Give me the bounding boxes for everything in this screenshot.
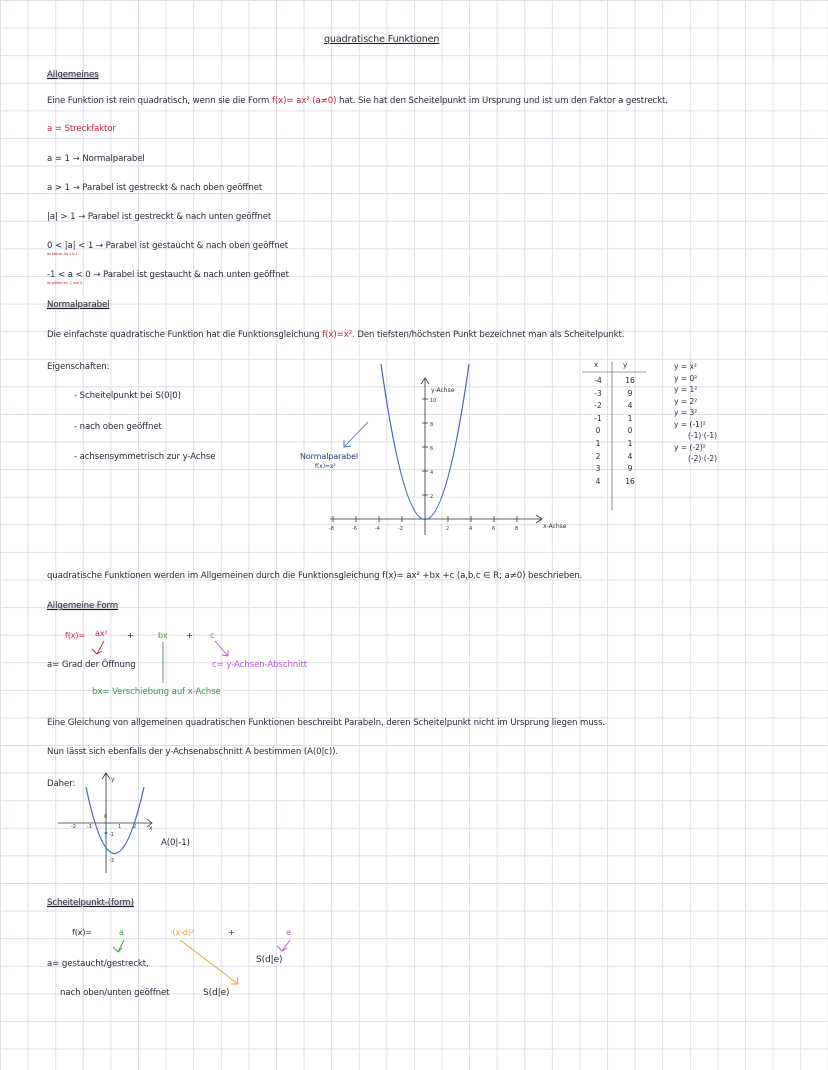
intro-line: Eine Funktion ist rein quadratisch, wenn sie die Form f(x)= ax² (a≠0) hat. Sie hat den Scheitelpunkt im Ursprung und ist um den Faktor a gestreckt. — [47, 96, 668, 106]
y-tick-label-8: 8 — [430, 422, 434, 428]
table-cell: 1 — [595, 438, 601, 448]
x-tick-label-2: 2 — [446, 526, 450, 532]
rule-4: 0 < |a| < 1 → Parabel ist gestaucht & nach oben geöffnet — [47, 241, 289, 251]
prop-2: - nach oben geöffnet — [74, 422, 162, 432]
table-cell: -1 — [594, 413, 602, 423]
x-tick-label-4: 4 — [469, 526, 473, 532]
form-c: c — [210, 631, 215, 640]
sp-f: f(x)= — [72, 928, 92, 937]
form-bx: bx — [158, 631, 168, 640]
calc-line: y = 2² — [674, 396, 698, 406]
sp-point-1: S(d|e) — [256, 955, 283, 965]
example-tick: -1 — [87, 824, 92, 830]
x-tick-label-m2: -2 — [398, 526, 403, 532]
heading-scheitelpunktform: Scheitelpunkt-(form) — [47, 898, 134, 908]
table-cell: -4 — [594, 376, 602, 385]
factor-label: a = Streckfaktor — [47, 124, 116, 134]
y-tick-label-10: 10 — [430, 398, 437, 404]
form-ax2: ax² — [95, 629, 108, 638]
calc-line: (-2)·(-2) — [688, 454, 718, 463]
heading-allgemeine-form: Allgemeine Form — [47, 601, 119, 611]
c-label: c= y-Achsen-Abschnitt — [212, 660, 307, 670]
table-cell: 1 — [627, 438, 633, 448]
example-point: A(0|-1) — [161, 838, 190, 848]
table-cell: 0 — [627, 426, 633, 436]
props-label: Eigenschaften: — [47, 362, 110, 372]
example-label: Daher: — [47, 779, 76, 789]
y-tick-label-4: 4 — [430, 470, 434, 476]
heading-allgemeines: Allgemeines — [47, 70, 99, 80]
table-cell: -2 — [594, 401, 602, 411]
calc-line: y = 3² — [674, 408, 698, 417]
form-plus-2: + — [186, 631, 193, 640]
calc-line: y = (-2)² — [674, 442, 706, 452]
example-tick: -3 — [109, 858, 114, 864]
rule-4-note: ist kleiner als 1 & 1 — [47, 252, 78, 256]
rule-5: -1 < a < 0 → Parabel ist gestaucht & nach unten geöffnet — [47, 270, 289, 280]
rule-3: |a| > 1 → Parabel ist gestreckt & nach unten geöffnet — [47, 212, 272, 222]
table-cell: 4 — [627, 451, 633, 461]
table-cell: 9 — [627, 464, 633, 474]
example-x-label: x — [149, 825, 153, 832]
calc-line: y = 0² — [674, 373, 698, 383]
sp-point-2: S(d|e) — [203, 988, 230, 998]
x-tick-label-m6: -6 — [352, 526, 357, 532]
y-tick-label-2: 2 — [430, 494, 434, 500]
x-tick-label-6: 6 — [492, 526, 496, 532]
x-tick-label-8: 8 — [515, 526, 519, 532]
graph-label: Normalparabel — [300, 452, 359, 461]
table-cell: 0 — [595, 426, 601, 436]
prop-1: - Scheitelpunkt bei S(0|0) — [74, 391, 181, 401]
x-tick-label-m4: -4 — [375, 526, 380, 532]
rule-1: a = 1 → Normalparabel — [47, 154, 145, 164]
graph-formula: f(x)=x² — [315, 463, 336, 470]
example-tick: 2 — [133, 824, 137, 830]
calc-line: (-1)·(-1) — [688, 431, 718, 440]
example-tick: 0 — [104, 814, 108, 820]
rule-2: a > 1 → Parabel ist gestreckt & nach oben geöffnet — [47, 183, 263, 193]
sp-plus: + — [228, 928, 235, 937]
b-label: bx= Verschiebung auf x-Achse — [92, 687, 221, 697]
intro-formula: f(x)= ax² (a≠0) — [271, 96, 337, 106]
sp-mid: ·(x-d)² — [170, 928, 194, 937]
example-tick: -2 — [71, 824, 76, 830]
general-para-1: Eine Gleichung von allgemeinen quadratischen Funktionen beschreibt Parabeln, deren Scheitelpunkt nicht im Ursprung liegen muss. — [47, 718, 606, 728]
sp-a: a — [119, 928, 124, 937]
heading-normalparabel: Normalparabel — [47, 300, 110, 310]
form-plus-1: + — [127, 631, 134, 640]
table-cell: 9 — [627, 388, 633, 398]
sp-e: e — [286, 928, 291, 937]
sp-a-label-2: nach oben/unten geöffnet — [60, 988, 170, 998]
table-cell: 2 — [595, 451, 601, 461]
rule-5-note: ist größer als -1 und 0 — [47, 281, 83, 285]
table-cell: 3 — [595, 464, 601, 474]
y-axis-label: y-Achse — [431, 387, 455, 394]
table-cell: -3 — [594, 388, 602, 398]
general-para-2: Nun lässt sich ebenfalls der y-Achsenabschnitt A bestimmen (A(0|c)). — [47, 747, 339, 757]
general-form-intro: quadratische Funktionen werden im Allgemeinen durch die Funktionsgleichung f(x)= ax² +bx +c (a,b,c ∈ R; a≠0) beschrieben. — [47, 571, 583, 581]
normalparabel-intro: Die einfachste quadratische Funktion hat die Funktionsgleichung f(x)=x². Den tiefsten/höchsten Punkt bezeichnet man als Scheitelpunkt. — [47, 330, 625, 340]
example-tick: 1 — [118, 824, 122, 830]
calc-line: y = 1² — [674, 385, 698, 394]
table-head-y: y — [623, 361, 628, 369]
prop-3: - achsensymmetrisch zur y-Achse — [74, 452, 216, 462]
form-f: f(x)= — [65, 631, 85, 640]
table-cell: 16 — [625, 376, 635, 385]
x-axis-label: x-Achse — [543, 523, 567, 530]
calc-line: y = x² — [674, 362, 697, 371]
x-tick-label-m8: -8 — [329, 526, 334, 532]
example-tick: -1 — [109, 832, 114, 838]
sp-a-label: a= gestaucht/gestreckt, — [47, 959, 149, 969]
table-cell: 4 — [627, 401, 633, 411]
page-title: quadratische Funktionen — [324, 34, 440, 45]
example-y-label: y — [111, 776, 115, 783]
a-label: a= Grad der Öffnung — [47, 660, 136, 670]
y-tick-label-6: 6 — [430, 446, 434, 452]
table-head-x: x — [594, 361, 599, 369]
calc-line: y = (-1)² — [674, 419, 706, 429]
table-cell: 4 — [595, 476, 601, 486]
table-cell: 1 — [627, 413, 633, 423]
table-cell: 16 — [625, 476, 635, 486]
